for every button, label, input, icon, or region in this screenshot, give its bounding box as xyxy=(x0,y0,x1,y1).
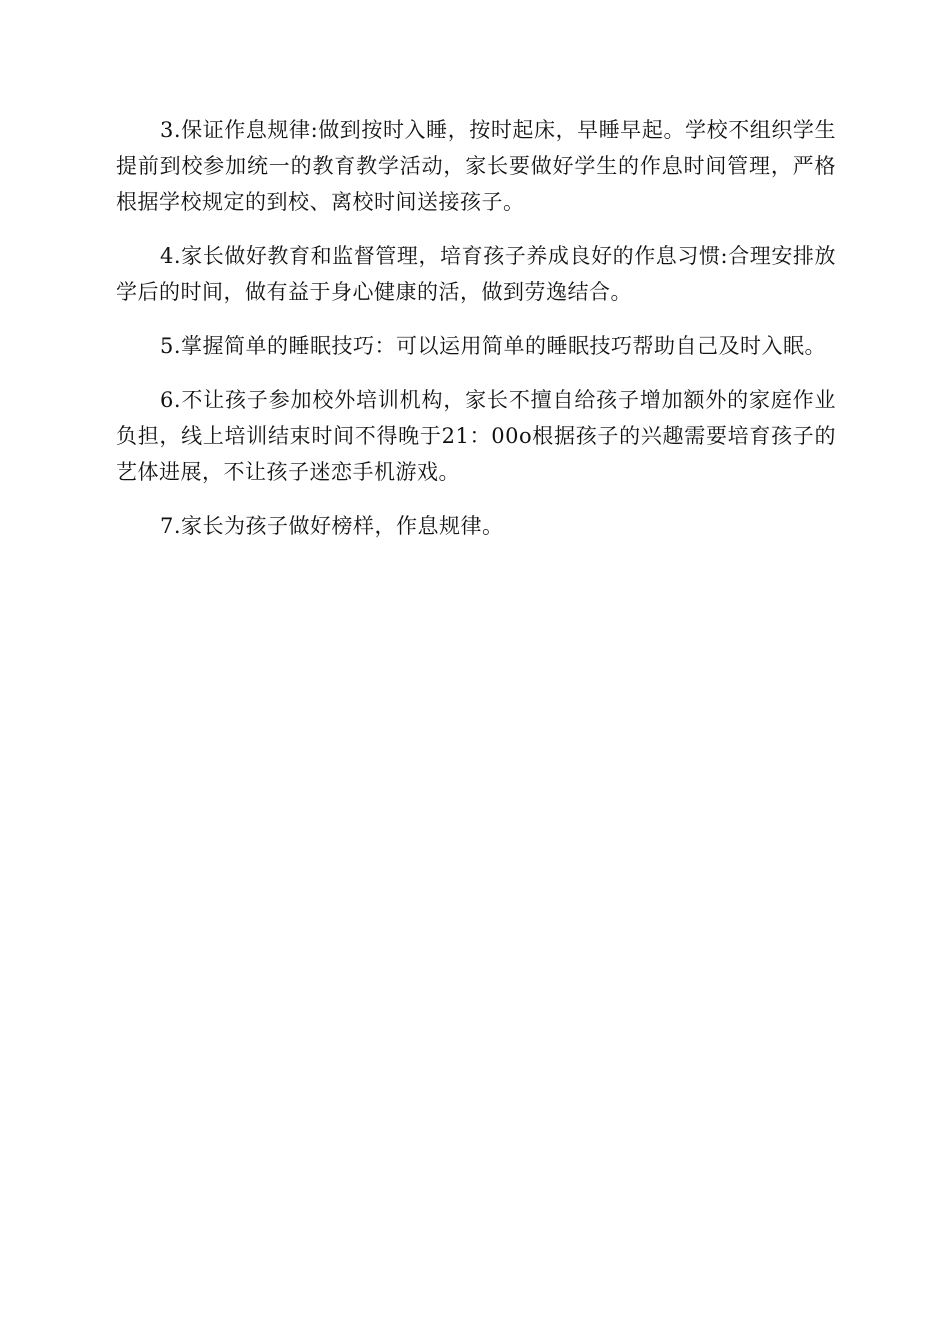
paragraph-item-3: 3.保证作息规律:做到按时入睡，按时起床，早睡早起。学校不组织学生提前到校参加统一的教育教学活动，家长要做好学生的作息时间管理，严格根据学校规定的到校、离校时间送接孩子。 xyxy=(116,118,836,214)
paragraph-item-7: 7.家长为孩子做好榜样，作息规律。 xyxy=(160,514,504,538)
document-body xyxy=(116,112,836,562)
paragraph-item-6: 6.不让孩子参加校外培训机构，家长不擅自给孩子增加额外的家庭作业负担，线上培训结束时间不得晚于21：00o根据孩子的兴趣需要培育孩子的艺体进展，不让孩子迷恋手机游戏。 xyxy=(116,388,836,484)
paragraph-item-4: 4.家长做好教育和监督管理，培育孩子养成良好的作息习惯:合理安排放学后的时间，做有益于身心健康的活，做到劳逸结合。 xyxy=(116,244,836,304)
paragraph-item-5: 5.掌握简单的睡眠技巧：可以运用简单的睡眠技巧帮助自己及时入眠。 xyxy=(160,334,827,358)
